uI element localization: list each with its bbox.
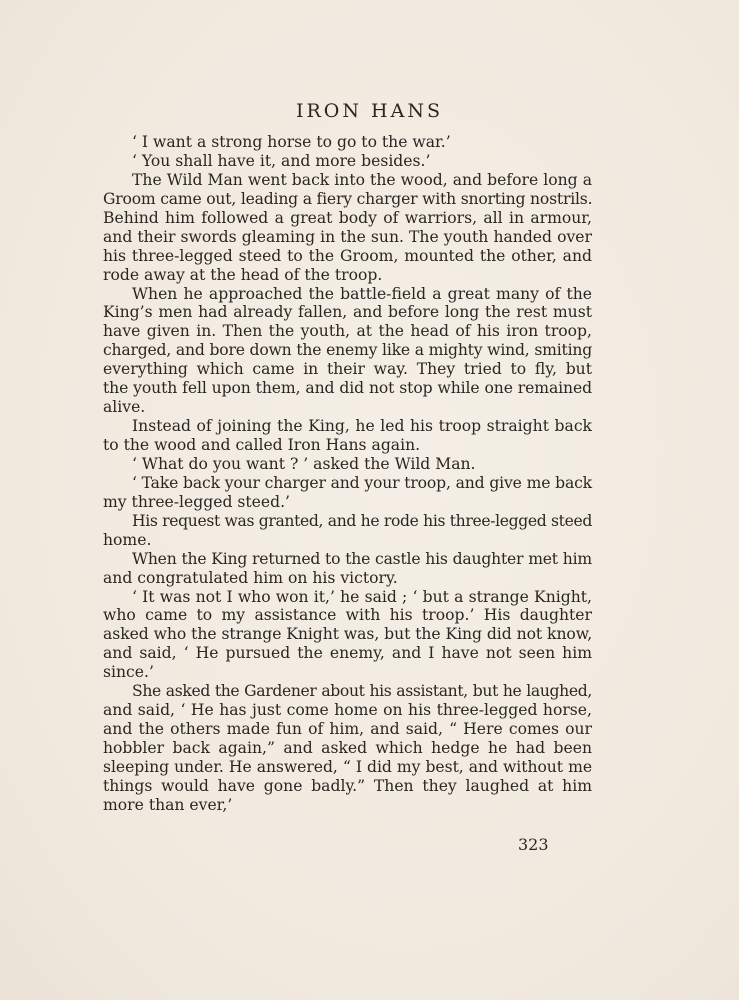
text-line: ‘ I want a strong horse to go to the war.’ <box>132 133 451 151</box>
text-line: King’s men had already fallen, and before long the rest must <box>103 303 592 322</box>
text-line: The Wild Man went back into the wood, and before long a <box>132 170 592 189</box>
text-line: have given in. Then the youth, at the head of his iron troop, <box>103 322 592 341</box>
text-line: When the King returned to the castle his daughter met him <box>132 549 592 568</box>
text-line: ‘ You shall have it, and more besides.’ <box>132 151 431 170</box>
text-line: and said, ‘ He pursued the enemy, and I have not seen him <box>103 644 592 663</box>
text-line: ‘ It was not I who won it,’ he said ; ‘ but a strange Knight, <box>132 587 592 606</box>
text-line: ‘ Take back your charger and your troop, and give me back <box>132 473 592 492</box>
text-line: and their swords gleaming in the sun. The youth handed over <box>103 227 592 246</box>
text-line: who came to my assistance with his troop.’ His daughter <box>103 606 592 625</box>
text-line: sleeping under. He answered, “ I did my best, and without me <box>103 757 592 776</box>
page-number: 323 <box>518 835 549 854</box>
body-text <box>103 133 592 815</box>
text-line: asked who the strange Knight was, but the King did not know, <box>103 625 593 644</box>
text-line: rode away at the head of the troop. <box>103 265 383 284</box>
text-line: my three-legged steed.’ <box>103 492 291 511</box>
text-line: everything which came in their way. They tried to fly, but <box>103 360 592 379</box>
text-line: Behind him followed a great body of warriors, all in armour, <box>103 208 592 227</box>
text-line: Instead of joining the King, he led his troop straight back <box>132 417 592 436</box>
text-line: and said, ‘ He has just come home on his three-legged horse, <box>103 701 592 720</box>
text-line: His request was granted, and he rode his three-legged steed <box>132 511 592 530</box>
text-line: She asked the Gardener about his assistant, but he laughed, <box>132 682 592 701</box>
text-line: to the wood and called Iron Hans again. <box>103 436 421 454</box>
text-line: When he approached the battle-field a great many of the <box>132 284 592 303</box>
running-head: IRON HANS <box>296 100 443 122</box>
text-line: Groom came out, leading a fiery charger with snorting nostrils. <box>103 189 593 208</box>
text-line: hobbler back again,” and asked which hedge he had been <box>103 739 592 757</box>
text-line: ‘ What do you want ? ’ asked the Wild Man. <box>132 454 476 473</box>
text-line: and the others made fun of him, and said, “ Here comes our <box>103 720 592 739</box>
text-line: the youth fell upon them, and did not stop while one remained <box>103 379 592 398</box>
text-line: charged, and bore down the enemy like a mighty wind, smiting <box>103 341 592 360</box>
text-line: and congratulated him on his victory. <box>103 568 398 587</box>
text-line: since.’ <box>103 663 154 682</box>
text-line: home. <box>103 530 152 549</box>
text-line: his three-legged steed to the Groom, mounted the other, and <box>103 246 592 265</box>
text-line: alive. <box>103 398 146 417</box>
text-line: more than ever,’ <box>103 795 233 814</box>
text-line: things would have gone badly.” Then they laughed at him <box>103 776 592 795</box>
